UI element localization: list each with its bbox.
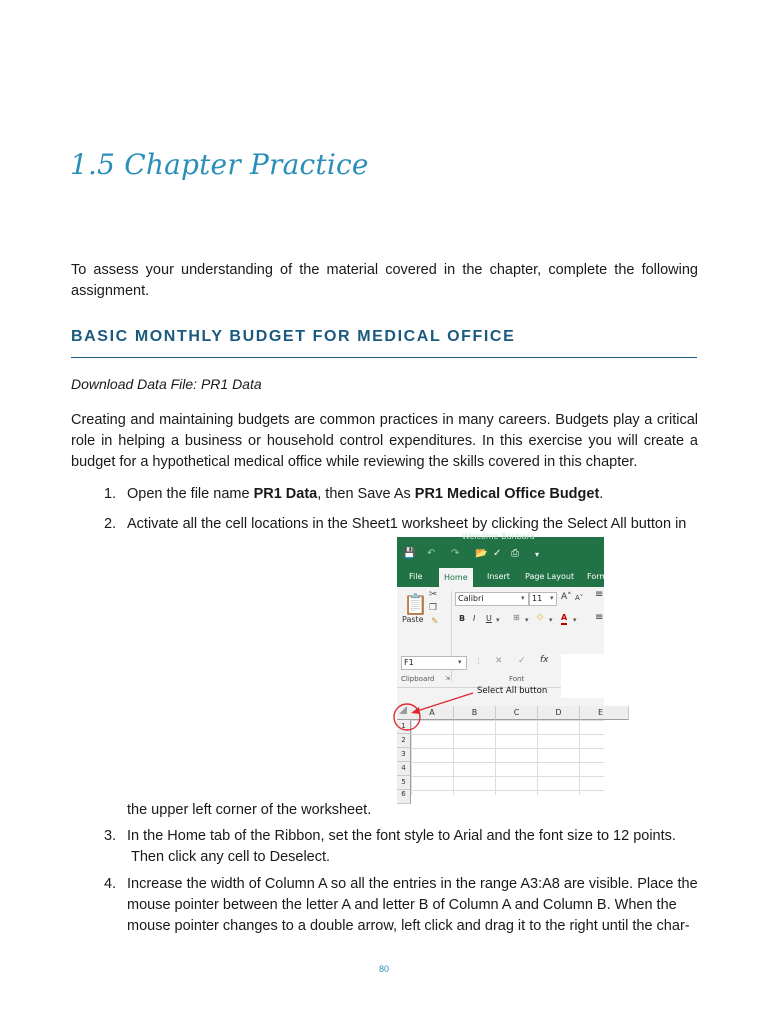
intro-paragraph: To assess your understanding of the material covered in the chapter, complete the following assignment. — [71, 262, 698, 299]
customize-toolbar-icon[interactable]: ▾ — [535, 550, 540, 559]
increase-font-size-icon[interactable]: A˄ — [561, 592, 572, 602]
download-data-file-line: Download Data File: PR1 Data — [71, 376, 262, 392]
align-left-icon[interactable]: ≡ — [595, 612, 604, 623]
borders-icon[interactable]: ⊞ — [513, 613, 520, 622]
select-all-annotation: Select All button — [477, 686, 548, 696]
column-header-c[interactable]: C — [496, 706, 538, 720]
paste-label: Paste — [402, 615, 424, 624]
print-icon[interactable]: ⎙ — [511, 548, 519, 559]
font-name-dropdown-icon[interactable]: ▾ — [521, 594, 525, 602]
fill-color-icon[interactable]: ◇ — [537, 612, 544, 621]
underline-dropdown-icon[interactable]: ▾ — [496, 616, 500, 624]
font-name-box[interactable]: Calibri — [455, 592, 529, 606]
cancel-icon[interactable]: ✕ — [495, 656, 503, 666]
step-text-line2: mouse pointer between the letter A and letter B of Column A and Column B. When the — [127, 897, 677, 913]
tab-file[interactable]: File — [409, 572, 423, 581]
row-header-1[interactable]: 1 — [397, 720, 411, 734]
tab-formulas[interactable]: Form — [587, 572, 608, 581]
step-2 — [104, 514, 704, 536]
row-header-5[interactable]: 5 — [397, 776, 411, 790]
step-text: Increase the width of Column A so all the entries in the range A3:A8 are visible. Place the — [127, 876, 698, 892]
save-icon[interactable]: 💾 — [403, 548, 416, 559]
step-4 — [104, 874, 704, 940]
dialog-launcher-icon[interactable]: ⇲ — [445, 675, 451, 682]
formula-bar-divider-icon: ⋮ — [475, 657, 482, 665]
row-header-2[interactable]: 2 — [397, 734, 411, 748]
step-text-line2: Then click any cell to Deselect. — [131, 849, 331, 865]
step-number: 4. — [104, 876, 117, 892]
step-1 — [104, 484, 704, 506]
body-paragraph: Creating and maintaining budgets are common practices in many careers. Budgets play a critical role in helping a business or household control expenditures. In this exercise you will create a budget for a hypothetical medical office while reviewing the skills covered in this chapter. — [71, 412, 698, 470]
step-text: Activate all the cell locations in the Sheet1 worksheet by clicking the Select All button in — [127, 516, 687, 532]
name-box[interactable]: F1 — [401, 656, 467, 670]
row-header-4[interactable]: 4 — [397, 762, 411, 776]
open-folder-icon[interactable]: 📂 — [475, 548, 488, 559]
step-3 — [104, 826, 704, 870]
clipboard-group-label: Clipboard — [401, 675, 435, 683]
bold-icon[interactable]: B — [459, 614, 466, 623]
row-header-3[interactable]: 3 — [397, 748, 411, 762]
decrease-font-size-icon[interactable]: A˅ — [575, 594, 584, 602]
excel-screenshot — [397, 532, 608, 798]
tab-page-layout[interactable]: Page Layout — [525, 572, 575, 581]
underline-icon[interactable]: U — [486, 614, 492, 623]
step-text: the upper left corner of the worksheet. — [127, 802, 372, 818]
section-heading: BASIC MONTHLY BUDGET FOR MEDICAL OFFICE — [71, 328, 516, 345]
row-header-6[interactable]: 6 — [397, 790, 411, 804]
copy-icon[interactable]: ❐ — [429, 603, 438, 613]
window-title: Welcome Banbara — [462, 532, 535, 541]
borders-dropdown-icon[interactable]: ▾ — [525, 616, 529, 624]
name-box-dropdown-icon[interactable]: ▾ — [458, 658, 462, 666]
step-number: 1. — [104, 486, 117, 502]
page-number: 80 — [378, 964, 389, 974]
step-text: Open the file name PR1 Data, then Save As PR1 Medical Office Budget. — [127, 486, 604, 502]
column-header-e[interactable]: E — [580, 706, 629, 720]
column-header-d[interactable]: D — [538, 706, 580, 720]
redo-icon[interactable]: ↷ — [451, 548, 460, 559]
tab-home[interactable]: Home — [439, 568, 473, 587]
enter-icon[interactable]: ✓ — [518, 656, 526, 666]
annotation-arrow-line — [417, 693, 473, 711]
fill-color-dropdown-icon[interactable]: ▾ — [549, 616, 553, 624]
step-number: 3. — [104, 828, 117, 844]
annotation-overlay — [397, 537, 604, 795]
chapter-title: 1.5 Chapter Practice — [70, 148, 369, 181]
insert-function-label[interactable]: fx — [540, 655, 549, 665]
step-text-line3: mouse pointer changes to a double arrow, left click and drag it to the right until the char- — [127, 918, 690, 934]
column-header-a[interactable]: A — [411, 706, 454, 720]
italic-icon[interactable]: I — [473, 614, 476, 623]
column-header-b[interactable]: B — [454, 706, 496, 720]
step-text: In the Home tab of the Ribbon, set the font style to Arial and the font size to 12 points. — [127, 828, 676, 844]
spelling-icon[interactable]: ✓ — [493, 548, 502, 559]
select-all-triangle-icon — [399, 706, 407, 714]
align-icon[interactable]: ≡ — [595, 589, 604, 600]
format-painter-icon[interactable]: ✎ — [431, 617, 439, 627]
paste-icon[interactable]: 📋 — [403, 592, 428, 616]
section-divider — [71, 357, 697, 358]
step-2-continued — [104, 800, 704, 822]
font-size-dropdown-icon[interactable]: ▾ — [550, 594, 554, 602]
tab-insert[interactable]: Insert — [487, 572, 510, 581]
cut-icon[interactable]: ✂ — [429, 589, 438, 600]
step-number: 2. — [104, 516, 117, 532]
font-group-label: Font — [509, 675, 525, 683]
font-color-dropdown-icon[interactable]: ▾ — [573, 616, 577, 624]
font-color-icon[interactable]: A — [561, 613, 567, 625]
font-size-box[interactable]: 11 — [529, 592, 557, 606]
undo-icon[interactable]: ↶ — [427, 548, 436, 559]
